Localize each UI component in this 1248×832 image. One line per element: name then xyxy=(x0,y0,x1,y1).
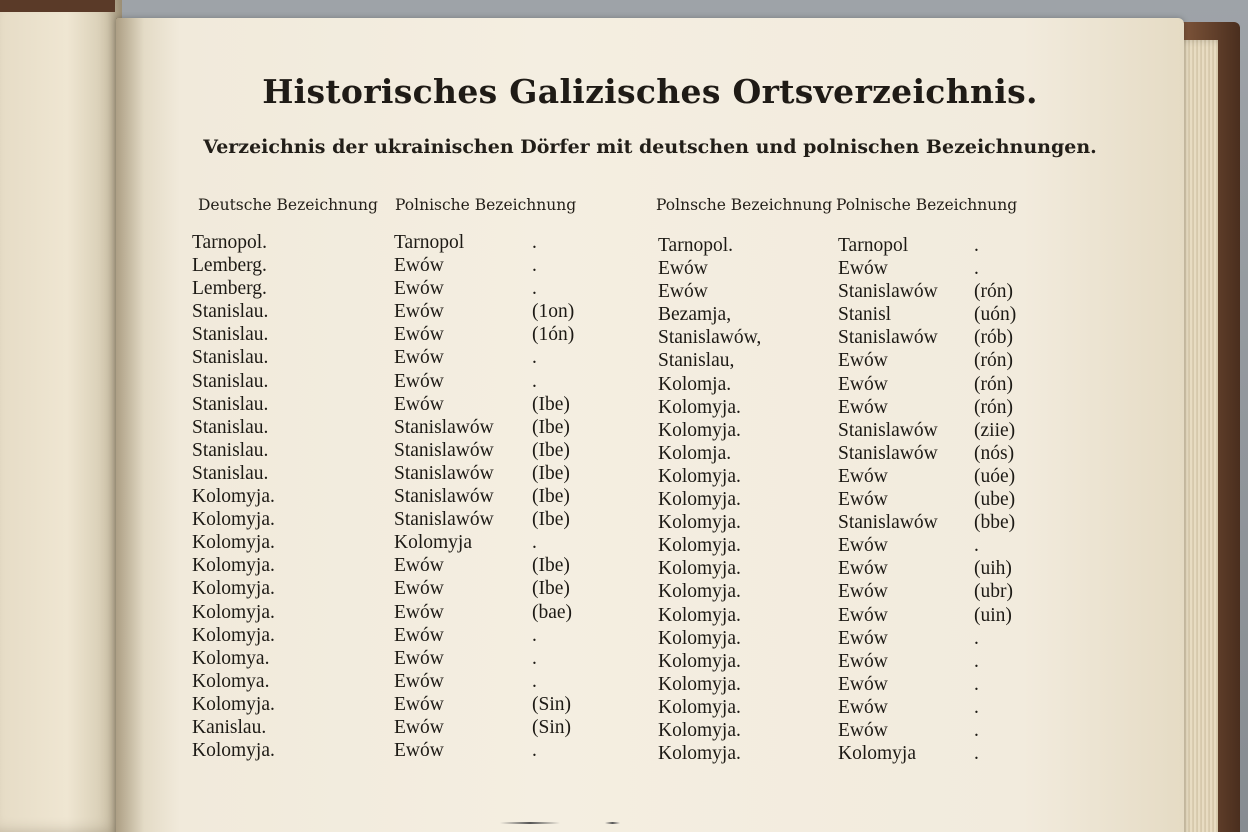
polish-name-cell: Stanislawów xyxy=(838,327,938,349)
table-row xyxy=(658,326,1038,349)
left-page xyxy=(0,0,122,832)
note-cell: . xyxy=(532,670,537,692)
place-name-cell: Lemberg. xyxy=(192,278,267,300)
place-name-cell: Ewów xyxy=(658,281,708,303)
table-row xyxy=(192,670,592,693)
polish-name-cell: Ewów xyxy=(394,347,444,369)
note-cell: (1ón) xyxy=(532,324,575,346)
table-row xyxy=(658,349,1038,372)
note-cell: (Ibe) xyxy=(532,462,570,484)
polish-name-cell: Ewów xyxy=(394,370,444,392)
place-name-cell: Kolomyja. xyxy=(192,740,275,762)
place-name-cell: Kolomyja. xyxy=(658,650,741,672)
note-cell: (rób) xyxy=(974,327,1013,349)
table-row xyxy=(658,465,1038,488)
note-cell: . xyxy=(532,624,537,646)
place-name-cell: Kolomyja. xyxy=(658,719,741,741)
place-name-cell: Kolomyja. xyxy=(192,509,275,531)
page-title: Historisches Galizisches Ortsverzeichnis. xyxy=(262,72,1038,111)
table-row xyxy=(658,511,1038,534)
polish-name-cell: Stanislawów xyxy=(838,512,938,534)
polish-name-cell: Stanislawów xyxy=(394,462,494,484)
polish-name-cell: Ewów xyxy=(838,650,888,672)
note-cell: . xyxy=(974,235,979,256)
note-cell: (rón) xyxy=(974,350,1013,372)
polish-name-cell: Ewów xyxy=(394,301,444,323)
polish-name-cell: Ewów xyxy=(838,396,888,418)
note-cell: . xyxy=(974,627,979,649)
table-row xyxy=(192,439,592,462)
right-table xyxy=(658,234,1038,765)
note-cell: (Ibe) xyxy=(532,393,570,415)
left-header-german: Deutsche Bezeichnung xyxy=(198,196,378,214)
note-cell: (Sin) xyxy=(532,693,571,715)
place-name-cell: Kolomyja. xyxy=(658,419,741,441)
table-row xyxy=(658,742,1038,765)
page-subtitle: Verzeichnis der ukrainischen Dörfer mit deutschen und polnischen Bezeichnungen. xyxy=(203,136,1097,158)
polish-name-cell: Stanislawów xyxy=(838,442,938,464)
note-cell: (uin) xyxy=(974,604,1012,626)
polish-name-cell: Stanislawów xyxy=(838,419,938,441)
table-row xyxy=(658,673,1038,696)
polish-name-cell: Stanisl xyxy=(838,304,892,326)
place-name-cell: Kolomyja. xyxy=(192,693,275,715)
place-name-cell: Kolomyja. xyxy=(192,624,275,646)
table-row xyxy=(192,370,592,393)
polish-name-cell: Ewów xyxy=(838,373,888,395)
note-cell: (Ibe) xyxy=(532,486,570,508)
place-name-cell: Stanislau. xyxy=(192,370,269,392)
place-name-cell: Bezamja, xyxy=(658,304,732,326)
polish-name-cell: Ewów xyxy=(394,393,444,415)
polish-name-cell: Stanislawów xyxy=(394,486,494,508)
table-row xyxy=(658,604,1038,627)
note-cell: (bbe) xyxy=(974,512,1016,534)
polish-name-cell: Stanislawów xyxy=(394,439,494,461)
polish-name-cell: Ewów xyxy=(838,696,888,718)
table-row xyxy=(192,277,592,300)
place-name-cell: Stanislau. xyxy=(192,416,269,438)
note-cell: (Ibe) xyxy=(532,578,570,600)
table-row xyxy=(192,624,592,647)
polish-name-cell: Ewów xyxy=(838,719,888,741)
place-name-cell: Lemberg. xyxy=(192,255,267,277)
table-row xyxy=(192,554,592,577)
table-row xyxy=(192,647,592,670)
polish-name-cell: Ewów xyxy=(394,324,444,346)
place-name-cell: Kolomyja. xyxy=(658,512,741,534)
table-row xyxy=(192,716,592,739)
note-cell: (ziie) xyxy=(974,419,1016,441)
place-name-cell: Kolomja. xyxy=(658,442,732,464)
table-row xyxy=(658,442,1038,465)
place-name-cell: Kolomyja. xyxy=(658,604,741,626)
place-name-cell: Tarnopol. xyxy=(658,235,733,256)
note-cell: . xyxy=(532,532,537,554)
place-name-cell: Kolomyja. xyxy=(658,396,741,418)
table-row xyxy=(192,485,592,508)
place-name-cell: Kolomja. xyxy=(658,373,732,395)
polish-name-cell: Ewów xyxy=(394,601,444,623)
note-cell: (Ibe) xyxy=(532,439,570,461)
place-name-cell: Kolomyja. xyxy=(658,696,741,718)
table-row xyxy=(192,601,592,624)
polish-name-cell: Ewów xyxy=(394,647,444,669)
table-row xyxy=(658,557,1038,580)
note-cell: . xyxy=(974,719,979,741)
table-row xyxy=(658,280,1038,303)
place-name-cell: Kolomyja. xyxy=(658,743,741,765)
place-name-cell: Kolomyja. xyxy=(658,627,741,649)
note-cell: . xyxy=(532,370,537,392)
polish-name-cell: Ewów xyxy=(394,670,444,692)
place-name-cell: Kolomya. xyxy=(192,670,270,692)
table-row xyxy=(192,508,592,531)
polish-name-cell: Ewów xyxy=(838,604,888,626)
table-row xyxy=(192,346,592,369)
place-name-cell: Kolomya. xyxy=(192,647,270,669)
note-cell: (Ibe) xyxy=(532,416,570,438)
table-row xyxy=(658,627,1038,650)
table-row xyxy=(192,531,592,554)
table-row xyxy=(192,693,592,716)
table-row xyxy=(658,419,1038,442)
place-name-cell: Kolomyja. xyxy=(192,486,275,508)
place-name-cell: Stanislau. xyxy=(192,439,269,461)
place-name-cell: Kolomyja. xyxy=(192,532,275,554)
note-cell: (Ibe) xyxy=(532,555,570,577)
table-row xyxy=(192,300,592,323)
table-row xyxy=(658,580,1038,603)
polish-name-cell: Ewów xyxy=(838,465,888,487)
table-row xyxy=(192,323,592,346)
polish-name-cell: Tarnopol xyxy=(394,232,465,253)
place-name-cell: Kolomyja. xyxy=(658,465,741,487)
note-cell: (Ibe) xyxy=(532,509,570,531)
place-name-cell: Tarnopol. xyxy=(192,232,267,253)
table-row xyxy=(658,396,1038,419)
polish-name-cell: Ewów xyxy=(394,624,444,646)
note-cell: (uih) xyxy=(974,558,1012,580)
left-header-polish: Polnische Bezeichnung xyxy=(395,196,577,214)
table-row xyxy=(192,416,592,439)
note-cell: . xyxy=(974,535,979,557)
polish-name-cell: Stanislawów xyxy=(394,509,494,531)
table-row xyxy=(658,373,1038,396)
place-name-cell: Kolomyja. xyxy=(192,578,275,600)
table-row xyxy=(192,577,592,600)
table-row xyxy=(192,254,592,277)
note-cell: . xyxy=(532,232,537,253)
table-row xyxy=(658,719,1038,742)
polish-name-cell: Ewów xyxy=(838,673,888,695)
polish-name-cell: Ewów xyxy=(838,535,888,557)
note-cell: . xyxy=(974,650,979,672)
left-cover-edge xyxy=(0,0,115,12)
right-header-2: Polnische Bezeichnung xyxy=(836,196,1018,214)
table-row xyxy=(658,257,1038,280)
note-cell: (Sin) xyxy=(532,716,571,738)
note-cell: . xyxy=(532,647,537,669)
note-cell: (1on) xyxy=(532,301,575,323)
place-name-cell: Kanislau. xyxy=(192,716,267,738)
polish-name-cell: Tarnopol xyxy=(838,235,909,256)
polish-name-cell: Ewów xyxy=(838,350,888,372)
page-footer-mark xyxy=(500,822,650,824)
polish-name-cell: Ewów xyxy=(838,258,888,280)
polish-name-cell: Ewów xyxy=(394,278,444,300)
place-name-cell: Kolomyja. xyxy=(192,601,275,623)
note-cell: (bae) xyxy=(532,601,573,623)
place-name-cell: Stanislawów, xyxy=(658,327,762,349)
table-row xyxy=(192,231,592,254)
note-cell: . xyxy=(532,740,537,762)
polish-name-cell: Stanislawów xyxy=(394,416,494,438)
place-name-cell: Stanislau. xyxy=(192,301,269,323)
table-row xyxy=(192,393,592,416)
table-row xyxy=(658,534,1038,557)
note-cell: . xyxy=(974,743,979,765)
note-cell: (rón) xyxy=(974,373,1013,395)
place-name-cell: Kolomyja. xyxy=(658,489,741,511)
place-name-cell: Kolomyja. xyxy=(658,581,741,603)
place-name-cell: Stanislau. xyxy=(192,324,269,346)
place-name-cell: Stanislau. xyxy=(192,347,269,369)
polish-name-cell: Ewów xyxy=(838,558,888,580)
polish-name-cell: Ewów xyxy=(394,255,444,277)
polish-name-cell: Ewów xyxy=(394,555,444,577)
table-row xyxy=(658,488,1038,511)
table-row xyxy=(192,739,592,762)
table-row xyxy=(658,303,1038,326)
note-cell: (rón) xyxy=(974,396,1013,418)
note-cell: (uón) xyxy=(974,304,1017,326)
note-cell: (nós) xyxy=(974,442,1015,464)
polish-name-cell: Kolomyja xyxy=(838,743,916,765)
left-table xyxy=(192,231,592,762)
note-cell: (ubr) xyxy=(974,581,1013,603)
polish-name-cell: Kolomyja xyxy=(394,532,472,554)
polish-name-cell: Ewów xyxy=(838,581,888,603)
place-name-cell: Kolomyja. xyxy=(192,555,275,577)
note-cell: . xyxy=(974,673,979,695)
polish-name-cell: Ewów xyxy=(838,489,888,511)
note-cell: (ube) xyxy=(974,489,1016,511)
place-name-cell: Stanislau, xyxy=(658,350,735,372)
polish-name-cell: Ewów xyxy=(394,693,444,715)
note-cell: . xyxy=(974,258,979,280)
table-row xyxy=(192,462,592,485)
note-cell: . xyxy=(532,255,537,277)
place-name-cell: Kolomyja. xyxy=(658,673,741,695)
place-name-cell: Kolomyja. xyxy=(658,558,741,580)
place-name-cell: Kolomyja. xyxy=(658,535,741,557)
note-cell: . xyxy=(974,696,979,718)
place-name-cell: Ewów xyxy=(658,258,708,280)
note-cell: . xyxy=(532,278,537,300)
table-row xyxy=(658,696,1038,719)
table-row xyxy=(658,650,1038,673)
polish-name-cell: Ewów xyxy=(838,627,888,649)
polish-name-cell: Stanislawów xyxy=(838,281,938,303)
place-name-cell: Stanislau. xyxy=(192,393,269,415)
note-cell: (uóe) xyxy=(974,465,1016,487)
right-header-1: Polnsche Bezeichnung xyxy=(656,196,833,214)
table-row xyxy=(658,234,1038,257)
note-cell: . xyxy=(532,347,537,369)
note-cell: (rón) xyxy=(974,281,1013,303)
polish-name-cell: Ewów xyxy=(394,740,444,762)
place-name-cell: Stanislau. xyxy=(192,462,269,484)
polish-name-cell: Ewów xyxy=(394,716,444,738)
polish-name-cell: Ewów xyxy=(394,578,444,600)
